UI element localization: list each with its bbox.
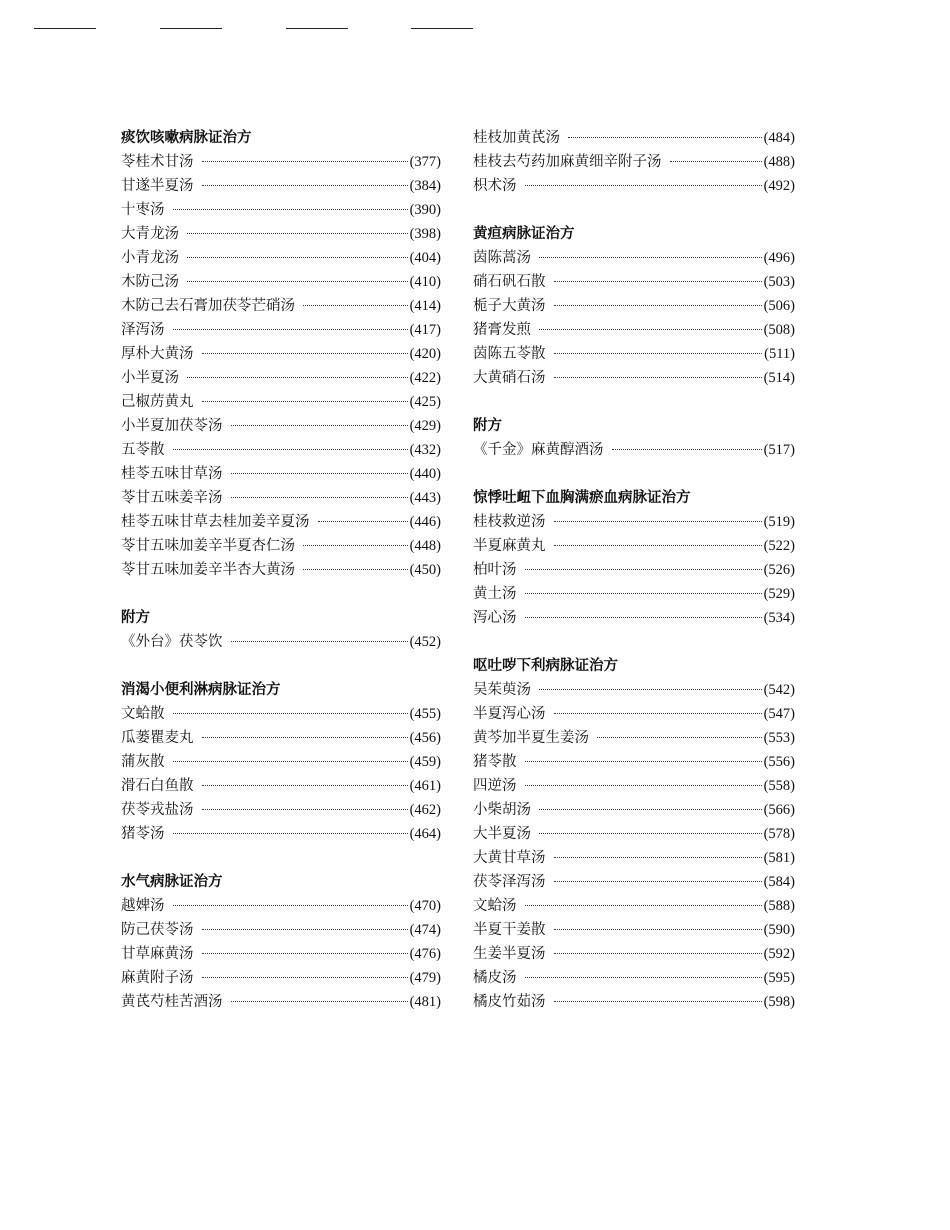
entry-page-number: (556) bbox=[763, 754, 795, 770]
entry-name: 大黄硝石汤 bbox=[473, 370, 546, 386]
toc-section bbox=[473, 222, 795, 390]
entry-name: 小柴胡汤 bbox=[473, 802, 531, 818]
leader-dots bbox=[554, 545, 762, 546]
leader-dots bbox=[202, 737, 408, 738]
entry-name: 猪苓散 bbox=[473, 754, 517, 770]
entry-page-number: (481) bbox=[409, 994, 441, 1010]
toc-entry[interactable] bbox=[473, 990, 795, 1014]
toc-entry[interactable] bbox=[473, 318, 795, 342]
entry-page-number: (476) bbox=[409, 946, 441, 962]
top-rule bbox=[160, 28, 222, 29]
toc-entry[interactable] bbox=[121, 630, 441, 654]
toc-entry[interactable] bbox=[121, 942, 441, 966]
entry-name: 大黄甘草汤 bbox=[473, 850, 546, 866]
entry-page-number: (566) bbox=[763, 802, 795, 818]
leader-dots bbox=[303, 305, 408, 306]
entry-page-number: (462) bbox=[409, 802, 441, 818]
leader-dots bbox=[173, 329, 408, 330]
toc-entry[interactable] bbox=[121, 150, 441, 174]
leader-dots bbox=[539, 833, 762, 834]
entry-name: 文蛤汤 bbox=[473, 898, 517, 914]
entry-name: 泽泻汤 bbox=[121, 322, 165, 338]
leader-dots bbox=[554, 881, 762, 882]
entry-page-number: (398) bbox=[409, 226, 441, 242]
leader-dots bbox=[173, 449, 408, 450]
toc-entry[interactable] bbox=[473, 702, 795, 726]
toc-entry[interactable] bbox=[121, 774, 441, 798]
toc-entry[interactable] bbox=[473, 798, 795, 822]
leader-dots bbox=[303, 569, 408, 570]
leader-dots bbox=[173, 833, 408, 834]
toc-entry[interactable] bbox=[473, 870, 795, 894]
toc-section bbox=[121, 678, 441, 846]
entry-name: 半夏麻黄丸 bbox=[473, 538, 546, 554]
entry-page-number: (377) bbox=[409, 154, 441, 170]
entry-name: 《千金》麻黄醇酒汤 bbox=[473, 442, 604, 458]
toc-entry[interactable] bbox=[473, 846, 795, 870]
entry-page-number: (390) bbox=[409, 202, 441, 218]
toc-entry[interactable] bbox=[473, 726, 795, 750]
toc-section bbox=[473, 414, 795, 462]
toc-entry[interactable] bbox=[121, 198, 441, 222]
toc-entry[interactable] bbox=[121, 510, 441, 534]
toc-entry[interactable] bbox=[473, 270, 795, 294]
entry-name: 苓甘五味姜辛汤 bbox=[121, 490, 223, 506]
leader-dots bbox=[231, 473, 408, 474]
entry-name: 硝石矾石散 bbox=[473, 274, 546, 290]
toc-entry[interactable] bbox=[121, 414, 441, 438]
toc-entry[interactable] bbox=[473, 366, 795, 390]
entry-page-number: (592) bbox=[763, 946, 795, 962]
entry-name: 枳术汤 bbox=[473, 178, 517, 194]
entry-page-number: (474) bbox=[409, 922, 441, 938]
entry-name: 柏叶汤 bbox=[473, 562, 517, 578]
leader-dots bbox=[202, 185, 408, 186]
entry-name: 橘皮竹茹汤 bbox=[473, 994, 546, 1010]
entry-name: 甘遂半夏汤 bbox=[121, 178, 194, 194]
toc-entry[interactable] bbox=[473, 966, 795, 990]
entry-page-number: (446) bbox=[409, 514, 441, 530]
leader-dots bbox=[303, 545, 408, 546]
leader-dots bbox=[187, 233, 408, 234]
section-heading: 附方 bbox=[473, 418, 502, 434]
leader-dots bbox=[554, 929, 762, 930]
entry-name: 《外台》茯苓饮 bbox=[121, 634, 223, 650]
entry-page-number: (519) bbox=[763, 514, 795, 530]
entry-name: 文蛤散 bbox=[121, 706, 165, 722]
leader-dots bbox=[554, 713, 762, 714]
entry-name: 黄芪芍桂苦酒汤 bbox=[121, 994, 223, 1010]
entry-page-number: (455) bbox=[409, 706, 441, 722]
leader-dots bbox=[187, 257, 408, 258]
entry-name: 茯苓泽泻汤 bbox=[473, 874, 546, 890]
entry-name: 十枣汤 bbox=[121, 202, 165, 218]
entry-name: 半夏干姜散 bbox=[473, 922, 546, 938]
toc-entry[interactable] bbox=[121, 246, 441, 270]
entry-name: 大青龙汤 bbox=[121, 226, 179, 242]
entry-name: 桂枝救逆汤 bbox=[473, 514, 546, 530]
toc-section bbox=[473, 654, 795, 1014]
toc-entry[interactable] bbox=[121, 822, 441, 846]
toc-left-column bbox=[121, 126, 441, 1038]
toc-entry[interactable] bbox=[121, 726, 441, 750]
toc-entry[interactable] bbox=[121, 534, 441, 558]
toc-entry[interactable] bbox=[473, 246, 795, 270]
entry-name: 木防己去石膏加茯苓芒硝汤 bbox=[121, 298, 295, 314]
leader-dots bbox=[202, 161, 408, 162]
top-rule bbox=[34, 28, 96, 29]
entry-page-number: (588) bbox=[763, 898, 795, 914]
toc-entry[interactable] bbox=[121, 462, 441, 486]
entry-name: 甘草麻黄汤 bbox=[121, 946, 194, 962]
leader-dots bbox=[554, 1001, 762, 1002]
entry-page-number: (595) bbox=[763, 970, 795, 986]
entry-page-number: (461) bbox=[409, 778, 441, 794]
entry-page-number: (417) bbox=[409, 322, 441, 338]
entry-name: 四逆汤 bbox=[473, 778, 517, 794]
leader-dots bbox=[318, 521, 408, 522]
entry-page-number: (464) bbox=[409, 826, 441, 842]
entry-name: 猪苓汤 bbox=[121, 826, 165, 842]
entry-name: 黄土汤 bbox=[473, 586, 517, 602]
entry-page-number: (470) bbox=[409, 898, 441, 914]
entry-page-number: (450) bbox=[409, 562, 441, 578]
entry-name: 栀子大黄汤 bbox=[473, 298, 546, 314]
entry-name: 茯苓戎盐汤 bbox=[121, 802, 194, 818]
toc-entry[interactable] bbox=[121, 966, 441, 990]
entry-page-number: (553) bbox=[763, 730, 795, 746]
toc-entry[interactable] bbox=[473, 510, 795, 534]
section-heading: 消渴小便利淋病脉证治方 bbox=[121, 682, 281, 698]
toc-entry[interactable] bbox=[473, 750, 795, 774]
top-rule bbox=[286, 28, 348, 29]
leader-dots bbox=[202, 401, 408, 402]
entry-page-number: (484) bbox=[763, 130, 795, 146]
entry-name: 己椒苈黄丸 bbox=[121, 394, 194, 410]
section-heading: 呕吐哕下利病脉证治方 bbox=[473, 658, 618, 674]
toc-entry[interactable] bbox=[473, 942, 795, 966]
toc-entry[interactable] bbox=[473, 534, 795, 558]
entry-page-number: (440) bbox=[409, 466, 441, 482]
leader-dots bbox=[539, 689, 762, 690]
leader-dots bbox=[525, 905, 762, 906]
leader-dots bbox=[539, 257, 762, 258]
toc-entry[interactable] bbox=[121, 318, 441, 342]
leader-dots bbox=[173, 761, 408, 762]
entry-page-number: (517) bbox=[763, 442, 795, 458]
leader-dots bbox=[554, 305, 762, 306]
leader-dots bbox=[539, 329, 762, 330]
entry-name: 越婢汤 bbox=[121, 898, 165, 914]
toc-entry[interactable] bbox=[121, 894, 441, 918]
leader-dots bbox=[568, 137, 762, 138]
leader-dots bbox=[187, 281, 408, 282]
toc-entry[interactable] bbox=[121, 438, 441, 462]
entry-name: 滑石白鱼散 bbox=[121, 778, 194, 794]
entry-name: 桂枝去芍药加麻黄细辛附子汤 bbox=[473, 154, 662, 170]
toc-entry[interactable] bbox=[473, 294, 795, 318]
entry-name: 吴茱萸汤 bbox=[473, 682, 531, 698]
toc-entry[interactable] bbox=[473, 126, 795, 150]
entry-name: 五苓散 bbox=[121, 442, 165, 458]
entry-page-number: (425) bbox=[409, 394, 441, 410]
entry-name: 猪膏发煎 bbox=[473, 322, 531, 338]
toc-entry[interactable] bbox=[473, 150, 795, 174]
entry-name: 生姜半夏汤 bbox=[473, 946, 546, 962]
entry-name: 苓甘五味加姜辛半杏大黄汤 bbox=[121, 562, 295, 578]
leader-dots bbox=[202, 809, 408, 810]
toc-entry[interactable] bbox=[121, 366, 441, 390]
entry-name: 茵陈五苓散 bbox=[473, 346, 546, 362]
entry-page-number: (404) bbox=[409, 250, 441, 266]
entry-page-number: (529) bbox=[763, 586, 795, 602]
entry-name: 橘皮汤 bbox=[473, 970, 517, 986]
entry-name: 苓桂术甘汤 bbox=[121, 154, 194, 170]
leader-dots bbox=[525, 185, 762, 186]
leader-dots bbox=[231, 497, 408, 498]
leader-dots bbox=[597, 737, 762, 738]
entry-name: 桂苓五味甘草汤 bbox=[121, 466, 223, 482]
entry-page-number: (479) bbox=[409, 970, 441, 986]
toc-entry[interactable] bbox=[121, 294, 441, 318]
leader-dots bbox=[202, 953, 408, 954]
leader-dots bbox=[173, 713, 408, 714]
entry-page-number: (496) bbox=[763, 250, 795, 266]
entry-page-number: (420) bbox=[409, 346, 441, 362]
leader-dots bbox=[525, 617, 762, 618]
entry-name: 黄芩加半夏生姜汤 bbox=[473, 730, 589, 746]
section-heading: 附方 bbox=[121, 610, 150, 626]
leader-dots bbox=[231, 641, 408, 642]
toc-entry[interactable] bbox=[473, 174, 795, 198]
entry-page-number: (534) bbox=[763, 610, 795, 626]
entry-page-number: (459) bbox=[409, 754, 441, 770]
top-rule bbox=[411, 28, 473, 29]
toc-entry[interactable] bbox=[121, 342, 441, 366]
leader-dots bbox=[554, 281, 762, 282]
entry-name: 苓甘五味加姜辛半夏杏仁汤 bbox=[121, 538, 295, 554]
entry-name: 大半夏汤 bbox=[473, 826, 531, 842]
toc-entry[interactable] bbox=[121, 222, 441, 246]
entry-page-number: (443) bbox=[409, 490, 441, 506]
entry-page-number: (581) bbox=[763, 850, 795, 866]
entry-name: 厚朴大黄汤 bbox=[121, 346, 194, 362]
toc-entry[interactable] bbox=[473, 438, 795, 462]
entry-page-number: (547) bbox=[763, 706, 795, 722]
toc-right-column bbox=[473, 126, 795, 1038]
entry-name: 茵陈蒿汤 bbox=[473, 250, 531, 266]
entry-page-number: (422) bbox=[409, 370, 441, 386]
entry-page-number: (514) bbox=[763, 370, 795, 386]
leader-dots bbox=[554, 857, 762, 858]
entry-page-number: (429) bbox=[409, 418, 441, 434]
toc-entry[interactable] bbox=[121, 270, 441, 294]
toc-entry[interactable] bbox=[121, 390, 441, 414]
toc-entry[interactable] bbox=[121, 174, 441, 198]
leader-dots bbox=[525, 569, 762, 570]
leader-dots bbox=[525, 761, 762, 762]
toc-section bbox=[473, 126, 795, 198]
entry-page-number: (526) bbox=[763, 562, 795, 578]
leader-dots bbox=[612, 449, 762, 450]
section-heading: 惊悸吐衄下血胸满瘀血病脉证治方 bbox=[473, 490, 691, 506]
entry-page-number: (456) bbox=[409, 730, 441, 746]
section-heading: 痰饮咳嗽病脉证治方 bbox=[121, 130, 252, 146]
toc-entry[interactable] bbox=[121, 486, 441, 510]
toc-entry[interactable] bbox=[473, 822, 795, 846]
toc-entry[interactable] bbox=[473, 678, 795, 702]
entry-page-number: (452) bbox=[409, 634, 441, 650]
leader-dots bbox=[670, 161, 762, 162]
leader-dots bbox=[202, 353, 408, 354]
toc-section bbox=[121, 870, 441, 1014]
toc-entry[interactable] bbox=[473, 582, 795, 606]
entry-page-number: (542) bbox=[763, 682, 795, 698]
entry-name: 桂苓五味甘草去桂加姜辛夏汤 bbox=[121, 514, 310, 530]
entry-page-number: (384) bbox=[409, 178, 441, 194]
entry-page-number: (584) bbox=[763, 874, 795, 890]
section-heading: 黄疸病脉证治方 bbox=[473, 226, 575, 242]
toc-entry[interactable] bbox=[473, 774, 795, 798]
entry-name: 小半夏加茯苓汤 bbox=[121, 418, 223, 434]
entry-page-number: (511) bbox=[764, 346, 795, 362]
leader-dots bbox=[539, 809, 762, 810]
toc-entry[interactable] bbox=[473, 342, 795, 366]
toc-entry[interactable] bbox=[121, 798, 441, 822]
entry-page-number: (448) bbox=[409, 538, 441, 554]
entry-page-number: (508) bbox=[763, 322, 795, 338]
entry-page-number: (598) bbox=[763, 994, 795, 1010]
entry-page-number: (492) bbox=[763, 178, 795, 194]
toc-section bbox=[473, 486, 795, 630]
entry-name: 瓜蒌瞿麦丸 bbox=[121, 730, 194, 746]
leader-dots bbox=[202, 785, 408, 786]
entry-name: 小青龙汤 bbox=[121, 250, 179, 266]
entry-name: 泻心汤 bbox=[473, 610, 517, 626]
entry-page-number: (488) bbox=[763, 154, 795, 170]
entry-name: 蒲灰散 bbox=[121, 754, 165, 770]
leader-dots bbox=[231, 425, 408, 426]
section-heading: 水气病脉证治方 bbox=[121, 874, 223, 890]
toc-entry[interactable] bbox=[473, 558, 795, 582]
toc-entry[interactable] bbox=[121, 702, 441, 726]
toc-section bbox=[121, 126, 441, 582]
toc-entry[interactable] bbox=[473, 606, 795, 630]
entry-page-number: (414) bbox=[409, 298, 441, 314]
entry-name: 防己茯苓汤 bbox=[121, 922, 194, 938]
entry-page-number: (432) bbox=[409, 442, 441, 458]
toc-entry[interactable] bbox=[121, 990, 441, 1014]
leader-dots bbox=[554, 953, 762, 954]
leader-dots bbox=[173, 905, 408, 906]
entry-name: 小半夏汤 bbox=[121, 370, 179, 386]
entry-name: 半夏泻心汤 bbox=[473, 706, 546, 722]
entry-page-number: (522) bbox=[763, 538, 795, 554]
leader-dots bbox=[173, 209, 408, 210]
toc-entry[interactable] bbox=[121, 918, 441, 942]
leader-dots bbox=[525, 977, 762, 978]
toc-section bbox=[121, 606, 441, 654]
leader-dots bbox=[554, 377, 762, 378]
entry-name: 桂枝加黄芪汤 bbox=[473, 130, 560, 146]
entry-page-number: (578) bbox=[763, 826, 795, 842]
toc-entry[interactable] bbox=[121, 558, 441, 582]
toc-entry[interactable] bbox=[473, 918, 795, 942]
leader-dots bbox=[525, 785, 762, 786]
leader-dots bbox=[554, 353, 763, 354]
toc-entry[interactable] bbox=[473, 894, 795, 918]
leader-dots bbox=[525, 593, 762, 594]
entry-name: 麻黄附子汤 bbox=[121, 970, 194, 986]
toc-entry[interactable] bbox=[121, 750, 441, 774]
entry-page-number: (503) bbox=[763, 274, 795, 290]
entry-page-number: (590) bbox=[763, 922, 795, 938]
entry-page-number: (410) bbox=[409, 274, 441, 290]
entry-page-number: (506) bbox=[763, 298, 795, 314]
leader-dots bbox=[187, 377, 408, 378]
entry-page-number: (558) bbox=[763, 778, 795, 794]
leader-dots bbox=[202, 977, 408, 978]
entry-name: 木防己汤 bbox=[121, 274, 179, 290]
leader-dots bbox=[202, 929, 408, 930]
leader-dots bbox=[231, 1001, 408, 1002]
leader-dots bbox=[554, 521, 762, 522]
